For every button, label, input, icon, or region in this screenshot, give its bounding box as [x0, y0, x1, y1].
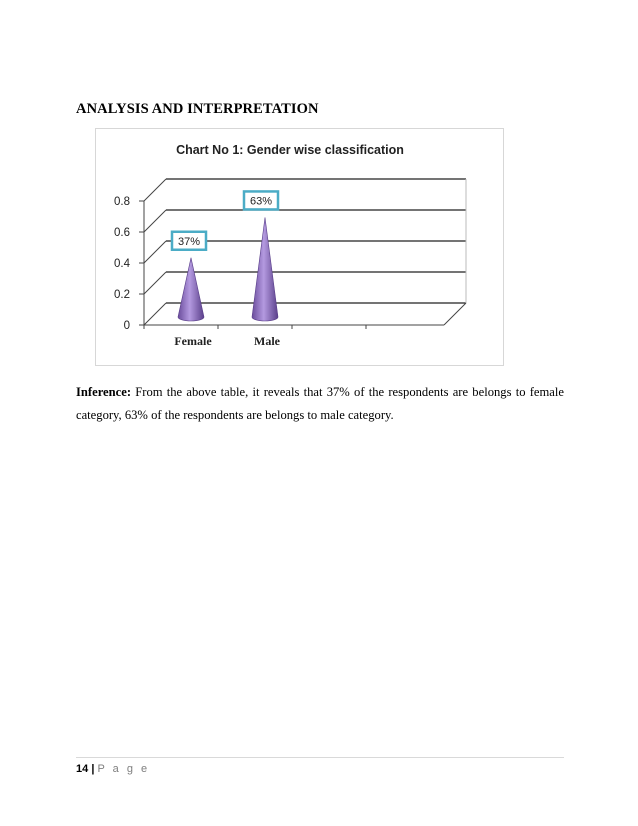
gridline-side	[144, 272, 166, 294]
y-tick-label: 0.2	[114, 289, 130, 301]
gridline-side	[144, 210, 166, 232]
page-heading: ANALYSIS AND INTERPRETATION	[76, 101, 319, 117]
data-label: 63%	[249, 195, 273, 208]
cone-bar-male	[252, 217, 278, 321]
chart-container	[95, 128, 504, 366]
gender-chart	[96, 129, 503, 365]
page-word: P a g e	[97, 763, 150, 775]
x-category-label: Male	[254, 334, 280, 348]
data-label: 37%	[177, 235, 201, 248]
footer-divider	[76, 757, 564, 758]
gridline-side	[144, 179, 166, 201]
x-category-label: Female	[174, 334, 212, 348]
page-number: 14	[76, 763, 89, 775]
inference-label: Inference:	[76, 385, 132, 399]
gridline-side	[144, 303, 166, 325]
y-tick-label: 0.8	[114, 196, 130, 208]
inference-line-2: category, 63% of the respondents are belongs to male category.	[76, 408, 394, 422]
gridline-side	[144, 241, 166, 263]
x-axis-side	[444, 303, 466, 325]
chart-title: Chart No 1: Gender wise classification	[176, 143, 404, 157]
y-tick-label: 0.4	[114, 258, 130, 270]
footer-separator: |	[91, 763, 95, 775]
y-tick-label: 0.6	[114, 227, 130, 239]
inference-line-1: From the above table, it reveals that 37% of the respondents are belongs to female	[131, 385, 564, 399]
inference-paragraph	[76, 381, 564, 427]
page-footer	[76, 763, 150, 775]
y-tick-label: 0	[123, 320, 130, 332]
cone-bar-female	[178, 258, 204, 321]
